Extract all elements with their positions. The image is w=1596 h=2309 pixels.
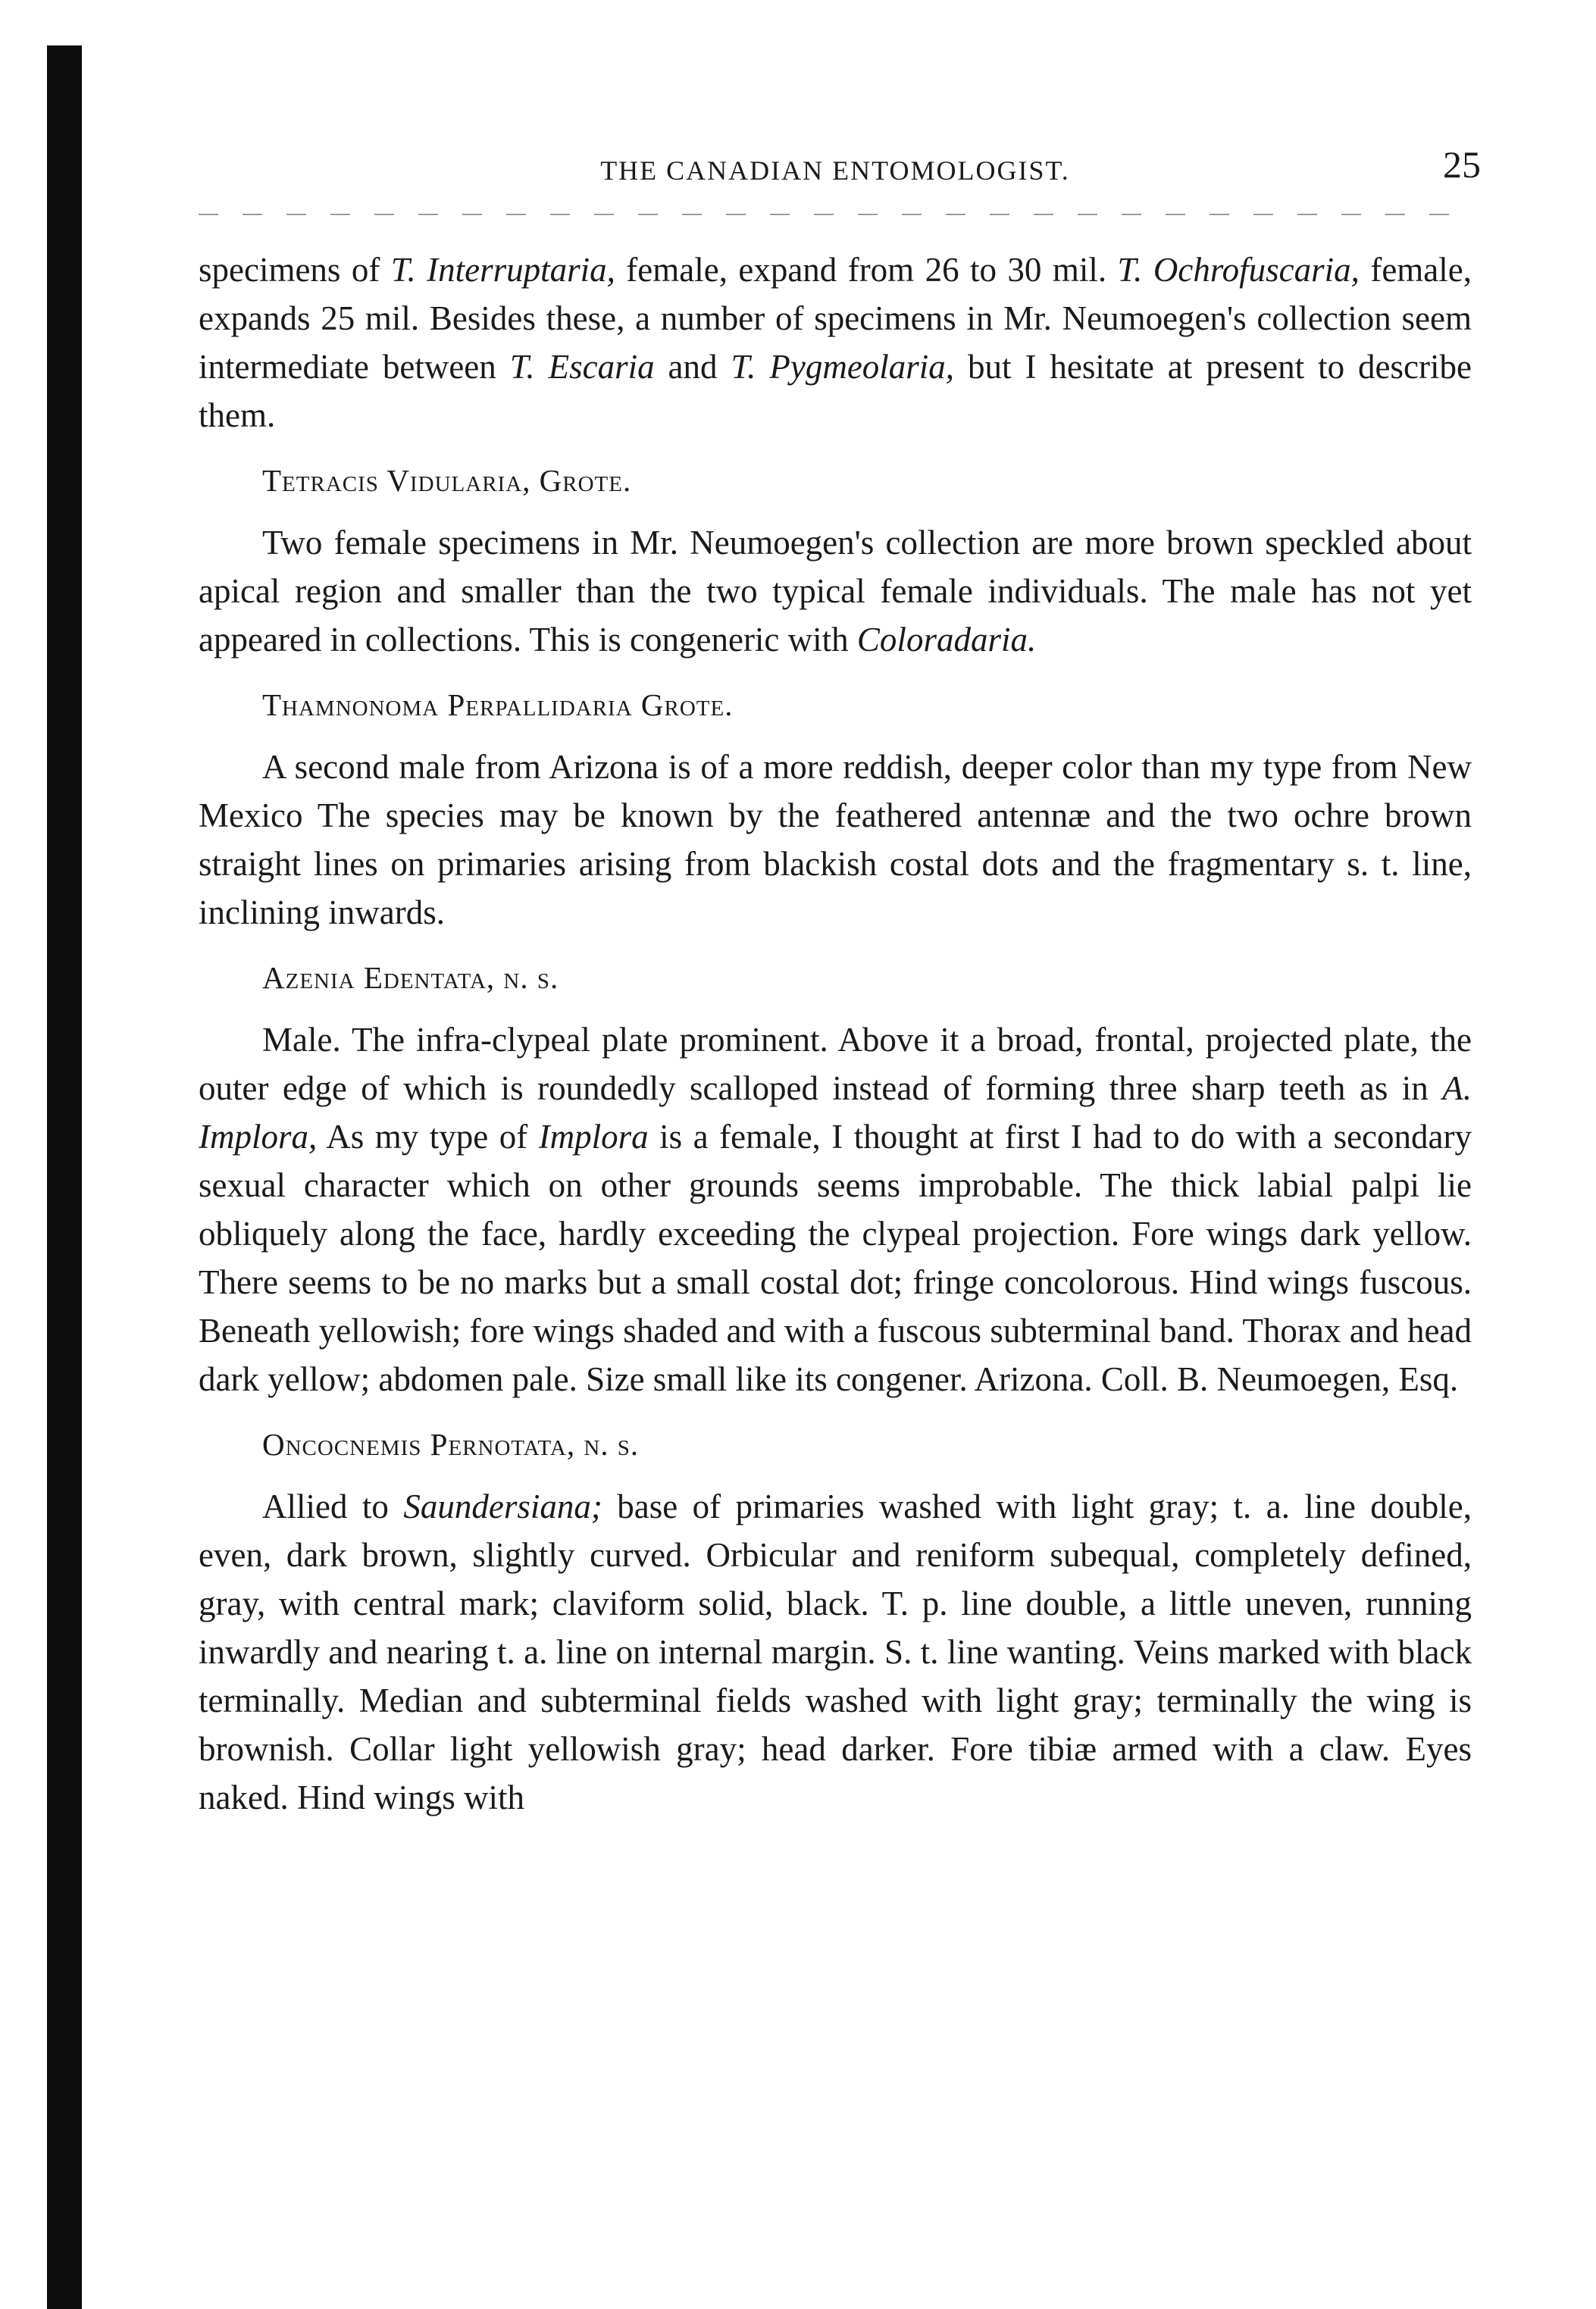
text-run: A second male from Arizona is of a more reddish, deeper color than my type from New Mexico The species may be known by the feathered antennæ and the two ochre brown straight lines on primaries arising from blackish costal dots and the fragmentary s. t. line, inclining inwards. bbox=[199, 748, 1472, 931]
text-run: female, expand from 26 to 30 mil. bbox=[615, 251, 1118, 289]
species-heading bbox=[199, 456, 1472, 505]
italic-text: Saundersiana; bbox=[403, 1488, 602, 1525]
paragraph bbox=[199, 246, 1472, 440]
text-run: Male. The infra-clypeal plate prominent. Above it a broad, frontal, projected plate, the outer edge of which is roundedly scalloped instead of forming three sharp teeth as in bbox=[199, 1021, 1472, 1107]
italic-text: Implora bbox=[538, 1118, 649, 1156]
italic-text: T. Escaria bbox=[509, 348, 655, 386]
body-text bbox=[199, 246, 1472, 1822]
page-number: 25 bbox=[1443, 143, 1481, 186]
species-heading bbox=[199, 953, 1472, 1002]
text-run: is a female, I thought at first I had to do with a secondary sexual character which on other grounds seems improbable. The thick labial palpi lie obliquely along the face, hardly exceeding the clypeal projection. Fore wings dark yellow. There seems to be no marks but a small costal dot; fringe concolorous. Hind wings fuscous. Beneath yellowish; fore wings shaded and with a fuscous subterminal band. Thorax and head dark yellow; abdomen pale. Size small like its congener. Arizona. Coll. B. Neumoegen, Esq. bbox=[199, 1118, 1472, 1398]
italic-text: T. Interruptaria, bbox=[390, 251, 615, 289]
text-run: Azenia Edentata, n. s. bbox=[262, 960, 559, 995]
text-run: specimens of bbox=[199, 251, 391, 289]
text-run: female, expands 25 mil. Besides these, a number of specimens in Mr. Neumoegen's collection seem intermediate between bbox=[199, 251, 1472, 386]
journal-title: THE CANADIAN ENTOMOLOGIST. bbox=[600, 155, 1070, 186]
text-run: Thamnonoma Perpallidaria Grote. bbox=[262, 687, 734, 722]
species-heading bbox=[199, 680, 1472, 729]
italic-text: A. Implora, bbox=[199, 1069, 1472, 1156]
paragraph bbox=[199, 743, 1472, 937]
text-run: Tetracis Vidularia, Grote. bbox=[262, 463, 632, 498]
italic-text: T. Ochrofuscaria, bbox=[1117, 251, 1360, 289]
text-run: Two female specimens in Mr. Neumoegen's collection are more brown speckled about apical region and smaller than the two typical female individuals. The male has not yet appeared in collections. This is congeneric with bbox=[199, 524, 1472, 659]
text-run: As my type of bbox=[317, 1118, 539, 1156]
italic-text: T. Pygmeolaria, bbox=[731, 348, 955, 386]
text-run: Allied to bbox=[262, 1488, 404, 1525]
species-heading bbox=[199, 1420, 1472, 1469]
paragraph bbox=[199, 1015, 1472, 1403]
text-run: and bbox=[654, 348, 731, 386]
running-head bbox=[199, 143, 1481, 197]
journal-page bbox=[199, 143, 1481, 1838]
header-rule bbox=[199, 214, 1472, 215]
page-binding-edge bbox=[47, 45, 82, 2309]
italic-text: Coloradaria. bbox=[856, 621, 1037, 659]
paragraph bbox=[199, 518, 1472, 664]
paragraph bbox=[199, 1482, 1472, 1822]
text-run: Oncocnemis Pernotata, n. s. bbox=[262, 1427, 640, 1462]
text-run: base of primaries washed with light gray; t. a. line double, even, dark brown, slightly curved. Orbicular and reniform subequal, completely defined, gray, with central mark; claviform solid, black. T. p. line double, a little uneven, running inwardly and nearing t. a. line on internal margin. S. t. line wanting. Veins marked with black terminally. Median and subterminal fields washed with light gray; terminally the wing is brownish. Collar light yellowish gray; head darker. Fore tibiæ armed with a claw. Eyes naked. Hind wings with bbox=[199, 1488, 1472, 1816]
text-run: but I hesitate at present to describe them. bbox=[199, 348, 1472, 434]
